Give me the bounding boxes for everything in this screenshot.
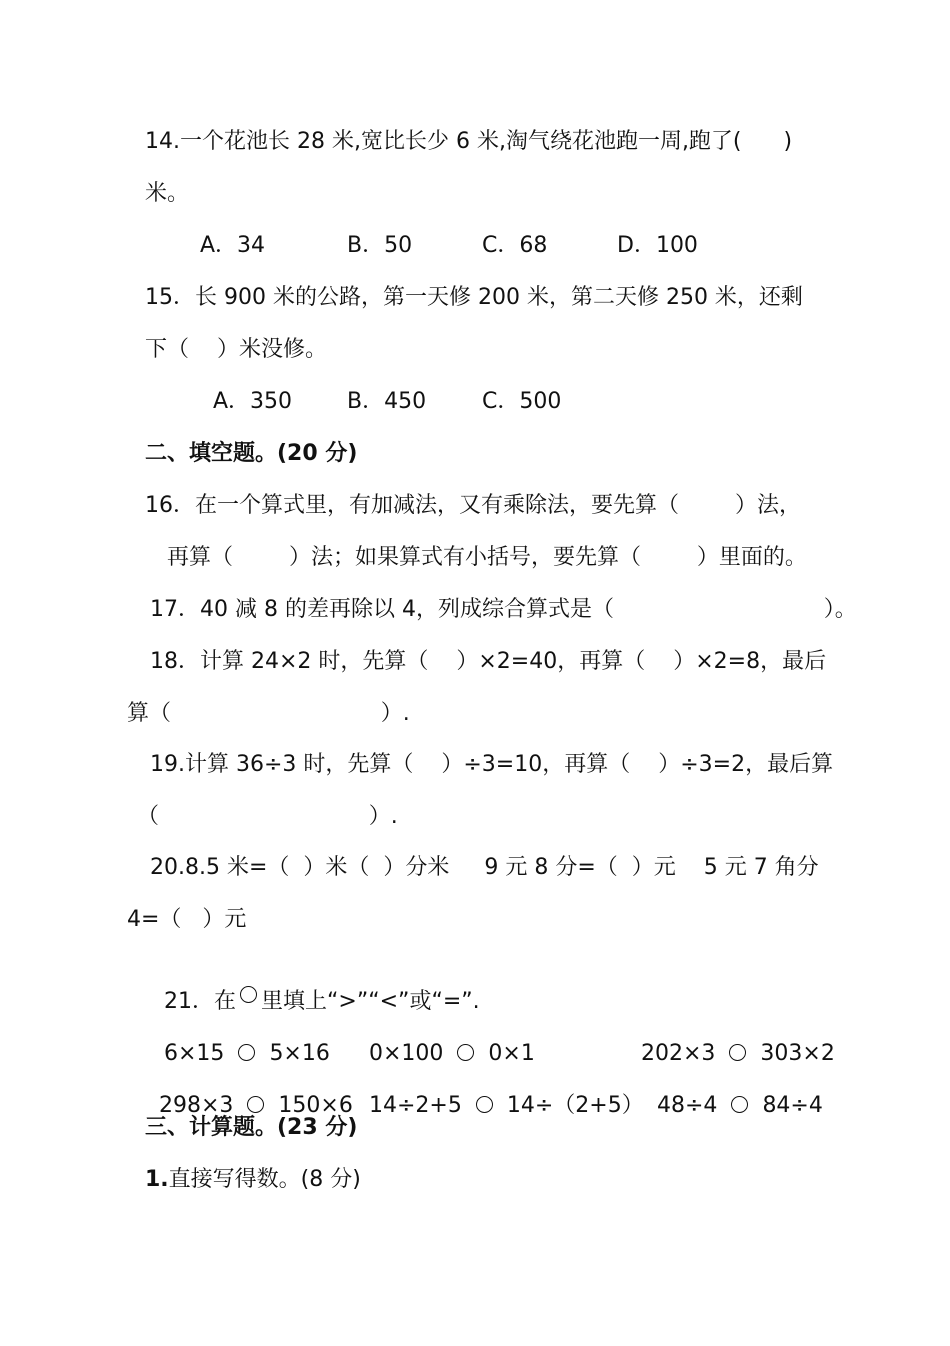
q19-line2: （ ）. <box>137 804 398 829</box>
q14-line2: 米。 <box>145 181 190 206</box>
q14-option-a: A．34 <box>200 233 266 258</box>
q15-line2: 下（ ）米没修。 <box>145 337 327 362</box>
q18-line1: 18．计算 24×2 时，先算（ ）×2=40，再算（ ）×2=8，最后 <box>150 649 827 674</box>
compare-circle-input[interactable] <box>476 1096 493 1113</box>
q15-option-c: C．500 <box>482 389 562 414</box>
compare-right: 14÷（2+5） <box>506 1093 644 1118</box>
compare-circle-input[interactable] <box>729 1044 746 1061</box>
q14-option-b: B．50 <box>347 233 413 258</box>
compare-left: 202×3 <box>641 1041 716 1066</box>
compare-item <box>145 1061 353 1121</box>
q21-prefix: 21．在 <box>164 989 236 1014</box>
calc1-heading <box>145 1165 361 1195</box>
compare-item <box>355 1061 644 1121</box>
compare-right: 0×1 <box>488 1041 535 1066</box>
q15-option-a: A．350 <box>213 389 293 414</box>
q20-line1: 20.8.5 米=（ ）米（ ）分米 9 元 8 分=（ ）元 5 元 7 角分 <box>150 855 819 880</box>
compare-item <box>643 1061 823 1121</box>
compare-right: 5×16 <box>269 1041 330 1066</box>
compare-item <box>355 1009 535 1069</box>
compare-right: 84÷4 <box>762 1093 823 1118</box>
calc1-text: 直接写得数。(8 分) <box>168 1167 361 1192</box>
q15-option-b: B．450 <box>347 389 427 414</box>
compare-item <box>627 1009 835 1069</box>
compare-circle-input[interactable] <box>457 1044 474 1061</box>
q19-line1: 19.计算 36÷3 时，先算（ ）÷3=10，再算（ ）÷3=2，最后算 <box>150 752 834 777</box>
q15-line1: 15．长 900 米的公路，第一天修 200 米，第二天修 250 米，还剩 <box>145 285 803 310</box>
section3-title: 三、计算题。(23 分) <box>145 1115 358 1140</box>
compare-circle-input[interactable] <box>731 1096 748 1113</box>
compare-left: 6×15 <box>164 1041 225 1066</box>
q14-option-d: D．100 <box>617 233 698 258</box>
calc1-number: 1. <box>145 1167 169 1192</box>
q21-instruction <box>150 957 480 1017</box>
compare-left: 0×100 <box>369 1041 444 1066</box>
compare-circle-input[interactable] <box>247 1096 264 1113</box>
compare-left: 48÷4 <box>657 1093 718 1118</box>
q18-line2: 算（ ）. <box>127 701 410 726</box>
compare-left: 298×3 <box>159 1093 234 1118</box>
compare-left: 14÷2+5 <box>369 1093 462 1118</box>
q14-line1: 14.一个花池长 28 米,宽比长少 6 米,淘气绕花池跑一周,跑了( ) <box>145 129 793 154</box>
compare-item <box>150 1009 330 1069</box>
circle-blank-icon <box>240 986 257 1003</box>
q17-line1: 17．40 减 8 的差再除以 4，列成综合算式是（ ）。 <box>150 597 857 622</box>
q16-line2: 再算（ ）法；如果算式有小括号，要先算（ ）里面的。 <box>167 545 807 570</box>
q20-line2: 4=（ ）元 <box>127 907 247 932</box>
q14-option-c: C．68 <box>482 233 548 258</box>
q21-suffix: 里填上“>”“<”或“=”. <box>261 989 480 1014</box>
compare-circle-input[interactable] <box>238 1044 255 1061</box>
q16-line1: 16．在一个算式里，有加减法，又有乘除法，要先算（ ）法， <box>145 493 801 518</box>
compare-right: 150×6 <box>278 1093 353 1118</box>
section2-title: 二、填空题。(20 分) <box>145 441 358 466</box>
compare-right: 303×2 <box>760 1041 835 1066</box>
